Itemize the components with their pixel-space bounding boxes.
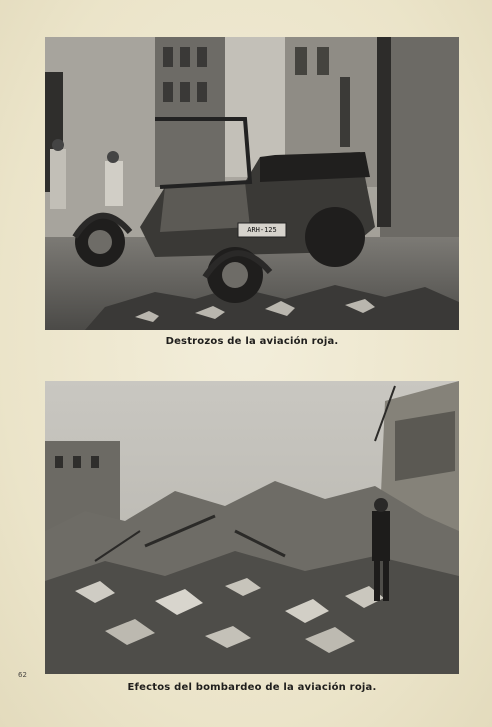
photo-bombed-ruins: [45, 381, 459, 674]
license-plate-text: ARH-125: [247, 226, 277, 234]
wrecked-car-illustration: [45, 37, 459, 330]
bombed-ruins-illustration: [45, 381, 459, 674]
caption-bottom: Efectos del bombardeo de la aviación roja.: [127, 682, 377, 693]
caption-top: Destrozos de la aviación roja.: [165, 336, 339, 347]
page-number: 62: [18, 671, 27, 679]
photo-wrecked-car: [45, 37, 459, 330]
